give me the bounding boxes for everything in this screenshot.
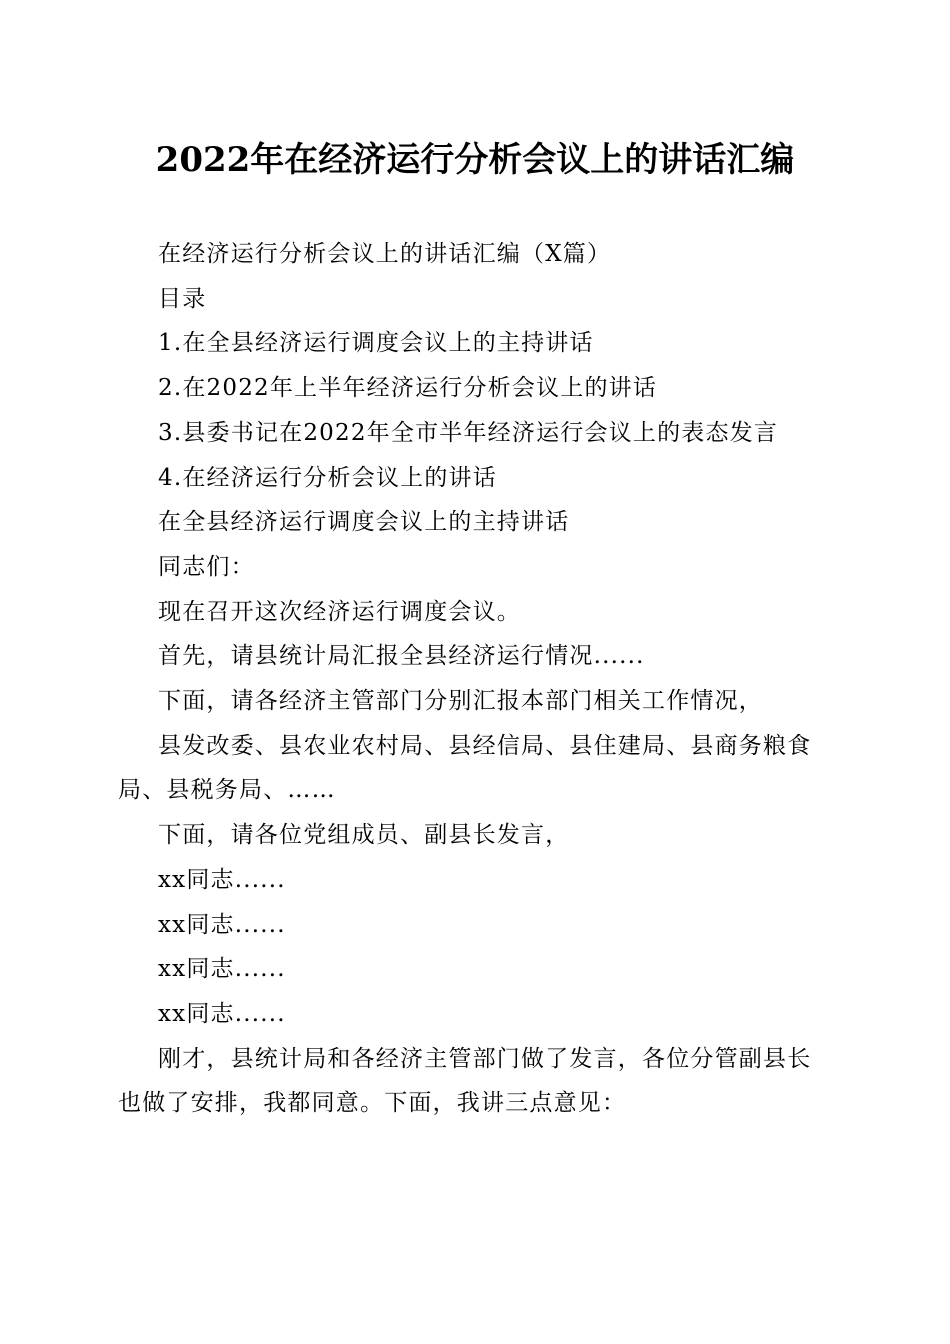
paragraph: 首先，请县统计局汇报全县经济运行情况...... [158, 643, 645, 670]
paragraph-subtitle: 在经济运行分析会议上的讲话汇编（X篇） [158, 241, 612, 267]
paragraph-toc-heading: 目录 [158, 285, 207, 312]
paragraph: xx同志...... [158, 866, 286, 893]
paragraph: 下面，请各经济主管部门分别汇报本部门相关工作情况， [158, 688, 763, 715]
paragraph: 县发改委、县农业农村局、县经信局、县住建局、县商务粮食局、县税务局、…… [118, 732, 812, 804]
document-body [118, 232, 828, 1126]
paragraph: 现在召开这次经济运行调度会议。 [158, 598, 521, 625]
paragraph: xx同志...... [158, 1000, 286, 1027]
toc-item-4: 4.在经济运行分析会议上的讲话 [158, 464, 497, 491]
paragraph: 下面，请各位党组成员、副县长发言， [158, 822, 570, 849]
toc-item-1: 1.在全县经济运行调度会议上的主持讲话 [158, 330, 594, 357]
paragraph-greeting: 同志们： [158, 553, 255, 580]
section-heading: 在全县经济运行调度会议上的主持讲话 [158, 509, 570, 536]
paragraph: xx同志...... [158, 911, 286, 938]
toc-item-2: 2.在2022年上半年经济运行分析会议上的讲话 [158, 375, 658, 402]
paragraph: xx同志...... [158, 956, 286, 983]
paragraph: 刚才，县统计局和各经济主管部门做了发言，各位分管副县长也做了安排，我都同意。下面，我讲三点意见： [118, 1045, 812, 1117]
document-title: 2022年在经济运行分析会议上的讲话汇编 [155, 140, 795, 180]
toc-item-3: 3.县委书记在2022年全市半年经济运行会议上的表态发言 [158, 419, 779, 446]
